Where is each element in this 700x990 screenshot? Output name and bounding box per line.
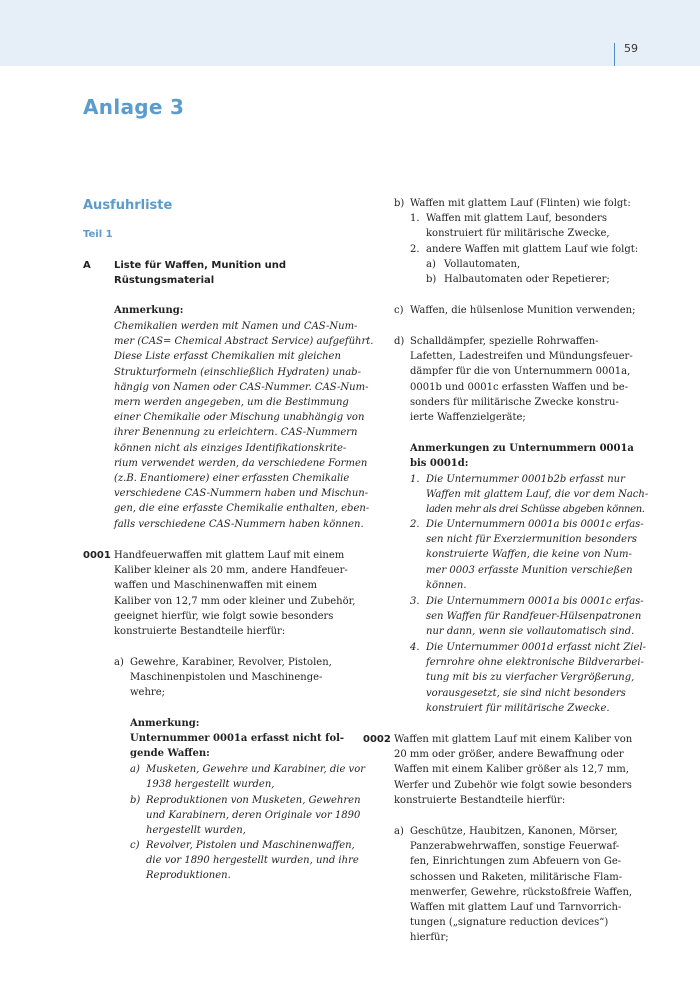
item-note-line: Unternummer 0001a erfasst nicht fol- xyxy=(130,733,345,745)
sub-sub-marker: b) xyxy=(426,274,437,285)
item-text xyxy=(410,824,632,946)
item-line: Geschütze, Haubitzen, Kanonen, Mörser, xyxy=(410,826,618,837)
sub-marker: 2. xyxy=(410,244,420,255)
note-item xyxy=(426,594,644,640)
note-item-line: mer 0003 erfasste Munition verschießen xyxy=(426,564,633,576)
entry-line: Waffen mit glattem Lauf mit einem Kaliber von xyxy=(394,734,633,745)
header-band xyxy=(0,0,700,66)
note-marker: 2. xyxy=(410,519,420,530)
sub-text xyxy=(146,762,365,792)
sub-line: Reproduktionen. xyxy=(146,870,231,882)
item-marker: c) xyxy=(394,305,404,316)
item-line: Gewehre, Karabiner, Revolver, Pistolen, xyxy=(130,657,332,668)
note-item-line: konstruierte Waffen, die keine von Num- xyxy=(426,549,632,561)
sub-line: Musketen, Gewehre und Karabiner, die vor xyxy=(146,764,366,775)
sub-line: hergestellt wurden, xyxy=(146,825,246,837)
note-item-line: können. xyxy=(426,579,467,591)
note-line: können nicht als einziges Identifikationskrite- xyxy=(114,442,347,454)
item-text xyxy=(410,334,633,425)
note-line: ihrer Benennung zu erleichtern. CAS-Nummern xyxy=(114,427,358,439)
note-item-line: sen Waffen für Randfeuer-Hülsenpatronen xyxy=(426,611,642,623)
note-line: rium verwendet werden, da verschiedene Formen xyxy=(114,457,368,469)
section-title: Ausfuhrliste xyxy=(83,198,173,213)
sub-marker: a) xyxy=(130,764,140,775)
note-line: gen, die eine erfasste Chemikalie enthalten, eben- xyxy=(114,503,370,515)
sub-marker: c) xyxy=(130,840,140,851)
note-item-line: Die Unternummer 0001b2b erfasst nur xyxy=(426,474,625,485)
sub-line: konstruiert für militärische Zwecke, xyxy=(426,228,610,240)
note-item-line: Die Unternummern 0001a bis 0001c erfas- xyxy=(426,519,644,530)
item-note-heading xyxy=(130,716,344,762)
note-item-line: tung mit bis zu vierfacher Vergrößerung, xyxy=(426,672,635,684)
item-line: 0001b und 0001c erfassten Waffen und be- xyxy=(410,381,629,393)
note-line: Chemikalien werden mit Namen und CAS-Num- xyxy=(114,321,358,332)
notes-heading-line: Anmerkungen zu Unternummern 0001a xyxy=(410,443,634,454)
item-marker: b) xyxy=(394,198,405,209)
item-line: dämpfer für die von Unternummern 0001a, xyxy=(410,366,631,378)
sub-line: Reproduktionen von Musketen, Gewehren xyxy=(146,795,361,806)
item-marker: a) xyxy=(114,657,124,668)
note-line: Strukturformeln (einschließlich Hydraten) unab- xyxy=(114,366,361,378)
note-item-line: nur dann, wenn sie vollautomatisch sind. xyxy=(426,626,635,638)
section-letter: A xyxy=(83,260,91,271)
item-line: ierte Waffenzielgeräte; xyxy=(410,412,526,424)
note-item-line: Die Unternummer 0001d erfasst nicht Ziel- xyxy=(426,642,646,653)
note-item-line: Die Unternummern 0001a bis 0001c erfas- xyxy=(426,596,644,607)
entry-line: Handfeuerwaffen mit glattem Lauf mit einem xyxy=(114,550,345,561)
note-item-line: Waffen mit glattem Lauf, die vor dem Nach- xyxy=(426,489,649,501)
entry-line: Kaliber kleiner als 20 mm, andere Handfeuer- xyxy=(114,565,348,577)
sub-marker: b) xyxy=(130,795,141,806)
item-note-line: gende Waffen: xyxy=(130,748,210,760)
sub-text xyxy=(146,793,361,839)
item-text xyxy=(130,655,332,701)
note-text xyxy=(114,319,373,532)
item-marker: a) xyxy=(394,826,404,837)
entry-line: konstruierte Bestandteile hierfür: xyxy=(394,794,566,806)
note-marker: 4. xyxy=(410,642,420,653)
entry-line: waffen und Maschinenwaffen mit einem xyxy=(114,580,317,592)
note-item-line: konstruiert für militärische Zwecke. xyxy=(426,702,610,714)
item-text: Waffen mit glattem Lauf (Flinten) wie folgt: xyxy=(410,198,631,209)
item-marker: d) xyxy=(394,336,405,347)
section-heading xyxy=(114,258,286,288)
note-item-line: vorausgesetzt, sie sind nicht besonders xyxy=(426,687,626,699)
entry-text xyxy=(114,548,355,639)
item-line: menwerfer, Gewehre, rückstoßfreie Waffen, xyxy=(410,886,633,898)
notes-heading-line: bis 0001d: xyxy=(410,458,469,470)
page-title: Anlage 3 xyxy=(83,95,185,119)
section-heading-line: Rüstungsmaterial xyxy=(114,275,215,287)
notes-heading xyxy=(410,441,634,471)
sub-marker: 1. xyxy=(410,213,420,224)
note-label: Anmerkung: xyxy=(114,305,184,316)
entry-line: Waffen mit einem Kaliber größer als 12,7 mm, xyxy=(394,764,629,776)
note-marker: 1. xyxy=(410,474,420,485)
entry-number: 0001 xyxy=(83,550,111,561)
sub-line: und Karabinern, deren Originale vor 1890 xyxy=(146,810,361,822)
note-line: verschiedene CAS-Nummern haben und Mischun- xyxy=(114,488,369,500)
item-line: Schalldämpfer, spezielle Rohrwaffen- xyxy=(410,336,599,347)
note-item-line: sen nicht für Exerziermunition besonders xyxy=(426,534,638,546)
entry-number: 0002 xyxy=(363,734,391,745)
note-line: einer Chemikalie oder Mischung unabhängig von xyxy=(114,412,365,424)
sub-text xyxy=(426,211,610,241)
entry-line: geeignet hierfür, wie folgt sowie besonders xyxy=(114,610,334,622)
page-number-divider xyxy=(614,43,615,66)
note-item xyxy=(426,640,646,716)
item-line: tungen („signature reduction devices“) xyxy=(410,917,609,929)
sub-line: Revolver, Pistolen und Maschinenwaffen, xyxy=(146,840,355,851)
sub-line: 1938 hergestellt wurden, xyxy=(146,779,275,791)
item-note-line: Anmerkung: xyxy=(130,718,200,729)
note-marker: 3. xyxy=(410,596,420,607)
sub-line: die vor 1890 hergestellt wurden, und ihre xyxy=(146,855,359,867)
item-line: hierfür; xyxy=(410,932,449,944)
sub-text xyxy=(146,838,359,884)
entry-line: Werfer und Zubehör wie folgt sowie besonders xyxy=(394,779,632,791)
note-item xyxy=(426,472,648,518)
note-line: (z.B. Enantiomere) einer erfassten Chemikalie xyxy=(114,473,350,485)
item-line: wehre; xyxy=(130,687,165,699)
section-heading-line: Liste für Waffen, Munition und xyxy=(114,260,287,271)
entry-line: 20 mm oder größer, andere Bewaffnung oder xyxy=(394,749,624,761)
item-line: sonders für militärische Zwecke konstru- xyxy=(410,396,619,408)
item-line: Waffen mit glattem Lauf und Tarnvorrich- xyxy=(410,902,622,914)
sub-line: Waffen mit glattem Lauf, besonders xyxy=(426,213,607,224)
item-line: Maschinenpistolen und Maschinenge- xyxy=(130,672,323,684)
note-line: falls verschiedene CAS-Nummern haben können. xyxy=(114,518,364,530)
note-line: mern werden angegeben, um die Bestimmung xyxy=(114,397,349,409)
entry-text xyxy=(394,732,632,808)
note-line: hängig von Namen oder CAS-Nummer. CAS-Num- xyxy=(114,381,369,393)
item-line: Lafetten, Ladestreifen und Mündungsfeuer- xyxy=(410,351,633,363)
sub-sub-text: Vollautomaten, xyxy=(444,259,521,270)
item-line: fen, Einrichtungen zum Abfeuern von Ge- xyxy=(410,856,622,868)
part-label: Teil 1 xyxy=(83,229,113,240)
sub-text: andere Waffen mit glattem Lauf wie folgt: xyxy=(426,244,639,255)
entry-line: konstruierte Bestandteile hierfür: xyxy=(114,626,286,638)
note-line: Diese Liste erfasst Chemikalien mit gleichen xyxy=(114,351,341,363)
item-line: Panzerabwehrwaffen, sonstige Feuerwaf- xyxy=(410,841,620,853)
item-line: schossen und Raketen, militärische Flam- xyxy=(410,871,623,883)
note-item xyxy=(426,517,644,593)
note-item-line: fernrohre ohne elektronische Bildverarbei- xyxy=(426,657,644,669)
entry-line: Kaliber von 12,7 mm oder kleiner und Zubehör, xyxy=(114,595,356,607)
sub-sub-text: Halbautomaten oder Repetierer; xyxy=(444,274,610,285)
item-text: Waffen, die hülsenlose Munition verwenden; xyxy=(410,305,636,316)
note-line: mer (CAS= Chemical Abstract Service) aufgeführt. xyxy=(114,336,374,348)
sub-sub-marker: a) xyxy=(426,259,436,270)
page-number: 59 xyxy=(624,42,638,55)
note-item-line: laden mehr als drei Schüsse abgeben können. xyxy=(426,504,645,516)
